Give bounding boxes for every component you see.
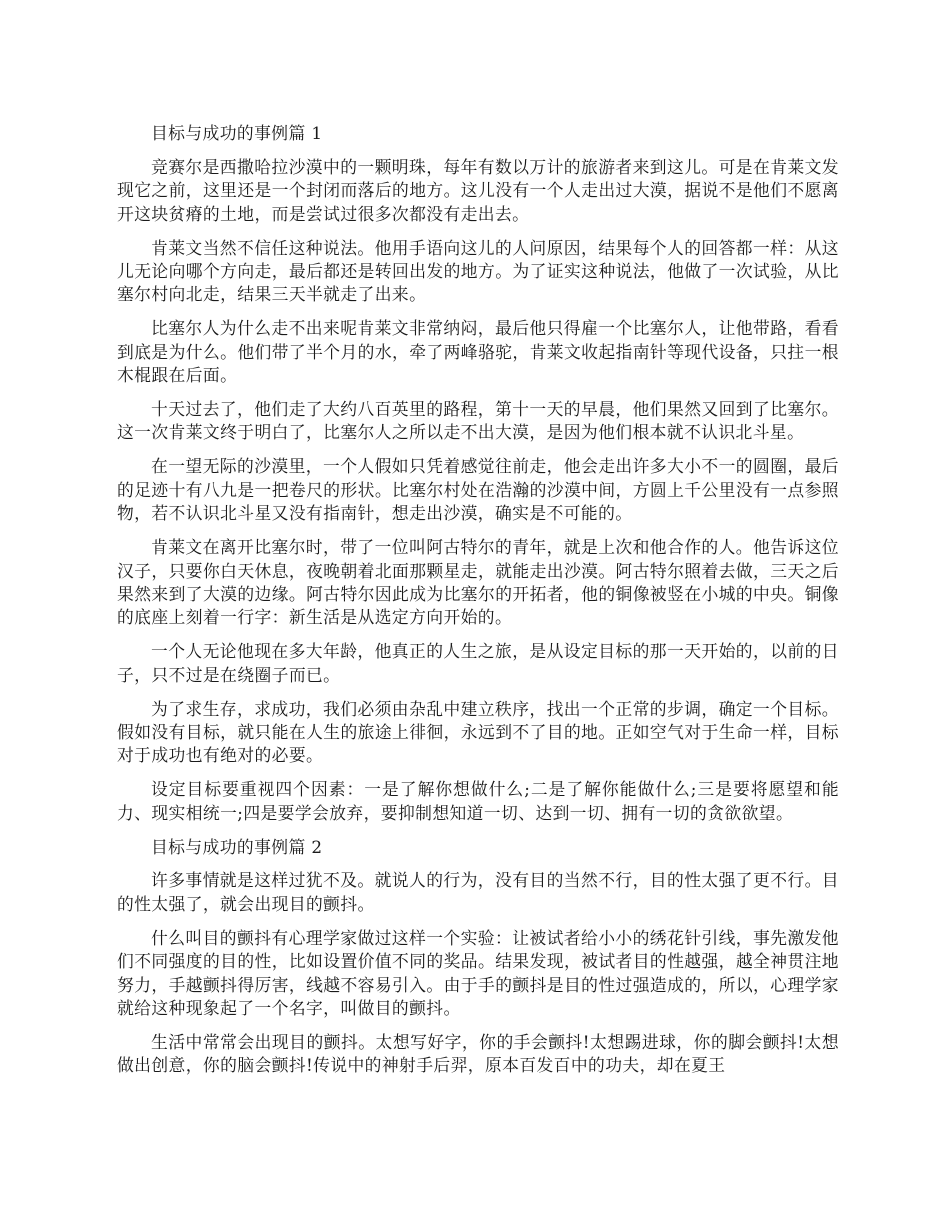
paragraph: 竞赛尔是西撒哈拉沙漠中的一颗明珠，每年有数以万计的旅游者来到这儿。可是在肯莱文发现它之前，这里还是一个封闭而落后的地方。这儿没有一个人走出过大漠，据说不是他们不愿离开这块贫瘠的土地，而是尝试过很多次都没有走出去。: [117, 156, 839, 224]
paragraph: 肯莱文在离开比塞尔时，带了一位叫阿古特尔的青年，就是上次和他合作的人。他告诉这位汉子，只要你白天休息，夜晚朝着北面那颗星走，就能走出沙漠。阿古特尔照着去做，三天之后果然来到了大漠的边缘。阿古特尔因此成为比塞尔的开拓者，他的铜像被竖在小城的中央。铜像的底座上刻着一行字：新生活是从选定方向开始的。: [117, 537, 839, 628]
section-title: 目标与成功的事例篇 1: [151, 123, 323, 143]
paragraph: 在一望无际的沙漠里，一个人假如只凭着感觉往前走，他会走出许多大小不一的圆圈，最后的足迹十有八九是一把卷尺的形状。比塞尔村处在浩瀚的沙漠中间，方圆上千公里没有一点参照物，若不认识北斗星又没有指南针，想走出沙漠，确实是不可能的。: [117, 456, 839, 524]
paragraph: 为了求生存，求成功，我们必须由杂乱中建立秩序，找出一个正常的步调，确定一个目标。假如没有目标，就只能在人生的旅途上徘徊，永远到不了目的地。正如空气对于生命一样，目标对于成功也有绝对的必要。: [117, 698, 839, 766]
paragraph: 生活中常常会出现目的颤抖。太想写好字，你的手会颤抖!太想踢进球，你的脚会颤抖!太想做出创意，你的脑会颤抖!传说中的神射手后羿，原本百发百中的功夫，却在夏王: [117, 1031, 839, 1076]
paragraph: 十天过去了，他们走了大约八百英里的路程，第十一天的早晨，他们果然又回到了比塞尔。这一次肯莱文终于明白了，比塞尔人之所以走不出大漠，是因为他们根本就不认识北斗星。: [117, 399, 839, 443]
section-title: 目标与成功的事例篇 2: [151, 836, 323, 857]
paragraph: 许多事情就是这样过犹不及。就说人的行为，没有目的当然不行，目的性太强了更不行。目的性太强了，就会出现目的颤抖。: [117, 870, 839, 914]
paragraph: 一个人无论他现在多大年龄，他真正的人生之旅，是从设定目标的那一天开始的，以前的日子，只不过是在绕圈子而已。: [117, 641, 839, 685]
paragraph: 比塞尔人为什么走不出来呢肯莱文非常纳闷，最后他只得雇一个比塞尔人，让他带路，看看到底是为什么。他们带了半个月的水，牵了两峰骆驼，肯莱文收起指南针等现代设备，只拄一根木棍跟在后面。: [117, 318, 839, 386]
paragraph: 什么叫目的颤抖有心理学家做过这样一个实验：让被试者给小小的绣花针引线，事先激发他们不同强度的目的性，比如设置价值不同的奖品。结果发现，被试者目的性越强，越全神贯注地努力，手越颤抖得厉害，线越不容易引入。由于手的颤抖是目的性过强造成的，所以，心理学家就给这种现象起了一个名字，叫做目的颤抖。: [117, 927, 839, 1018]
document-body: [117, 122, 839, 1088]
paragraph: 设定目标要重视四个因素：一是了解你想做什么;二是了解你能做什么;三是要将愿望和能力、现实相统一;四是要学会放弃，要抑制想知道一切、达到一切、拥有一切的贪欲欲望。: [117, 779, 839, 823]
paragraph: 肯莱文当然不信任这种说法。他用手语向这儿的人问原因，结果每个人的回答都一样：从这儿无论向哪个方向走，最后都还是转回出发的地方。为了证实这种说法，他做了一次试验，从比塞尔村向北走，结果三天半就走了出来。: [117, 237, 839, 305]
